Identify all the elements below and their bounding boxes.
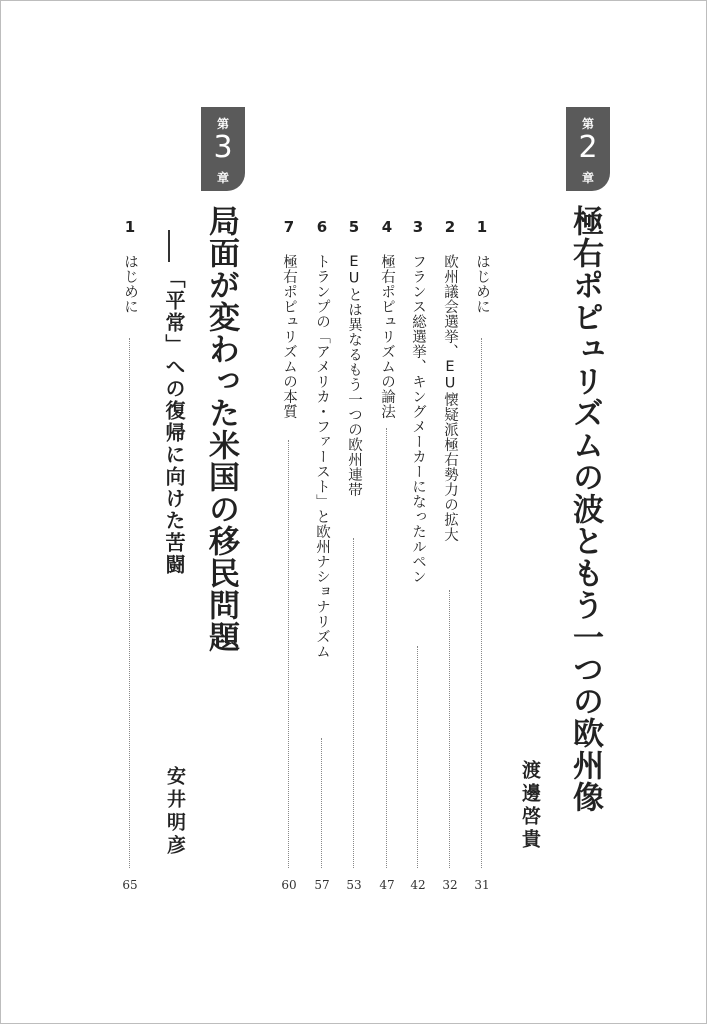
toc-entry-page: 42 xyxy=(410,878,426,892)
chapter-3-title: 局面が変わった米国の移民問題 xyxy=(203,205,239,653)
toc-entry-title: はじめに xyxy=(474,254,490,314)
chapter-3-number: 3 xyxy=(213,130,233,165)
toc-leader-dots xyxy=(417,646,418,868)
toc-entry-number: 1 xyxy=(476,218,488,236)
toc-entry-page: 60 xyxy=(281,878,297,892)
chapter-2-title: 極右ポピュリズムの波ともう一つの欧州像 xyxy=(567,205,603,813)
toc-entry-page: 31 xyxy=(474,878,490,892)
toc-entry-number: 7 xyxy=(283,218,295,236)
toc-entry-page: 65 xyxy=(122,878,138,892)
toc-leader-dots xyxy=(481,338,482,868)
toc-leader-dots xyxy=(288,440,289,868)
toc-leader-dots xyxy=(449,590,450,868)
toc-entry-title: EUとは異なるもう一つの欧州連帯 xyxy=(346,254,362,497)
toc-entry-number: 5 xyxy=(348,218,360,236)
toc-leader-dots xyxy=(129,338,130,868)
toc-entry-title: フランス総選挙、キングメーカーになったルペン xyxy=(410,254,426,584)
toc-entry-number: 4 xyxy=(381,218,393,236)
toc-leader-dots xyxy=(386,428,387,868)
toc-entry-page: 47 xyxy=(379,878,395,892)
chapter-2-number: 2 xyxy=(578,130,598,165)
chapter-2-dai: 第 xyxy=(581,117,594,131)
toc-entry-number: 3 xyxy=(412,218,424,236)
chapter-3-badge xyxy=(201,107,245,191)
chapter-3-subtitle: 「平常」への復帰に向けた苦闘 xyxy=(162,268,186,576)
chapter-2-sho: 章 xyxy=(581,171,594,185)
toc-entry-number: 1 xyxy=(124,218,136,236)
chapter-3-author: 安井明彦 xyxy=(164,766,186,858)
toc-entry-title: 極右ポピュリズムの本質 xyxy=(281,254,297,419)
toc-entry-number: 2 xyxy=(444,218,456,236)
toc-leader-dots xyxy=(353,538,354,868)
toc-entry-number: 6 xyxy=(316,218,328,236)
subtitle-dash xyxy=(168,230,170,262)
toc-entry-page: 53 xyxy=(346,878,362,892)
toc-leader-dots xyxy=(321,738,322,868)
toc-entry-page: 32 xyxy=(442,878,458,892)
toc-entry-page: 57 xyxy=(314,878,330,892)
chapter-3-sho: 章 xyxy=(216,171,229,185)
toc-entry-title: トランプの「アメリカ・ファースト」と欧州ナショナリズム xyxy=(314,254,330,659)
toc-entry-title: 欧州議会選挙、EU懐疑派極右勢力の拡大 xyxy=(442,254,458,542)
toc-entry-title: 極右ポピュリズムの論法 xyxy=(379,254,395,419)
chapter-3-dai: 第 xyxy=(216,117,229,131)
chapter-2-badge xyxy=(566,107,610,191)
chapter-2-author: 渡邊啓貴 xyxy=(519,760,541,852)
toc-entry-title: はじめに xyxy=(122,254,138,314)
